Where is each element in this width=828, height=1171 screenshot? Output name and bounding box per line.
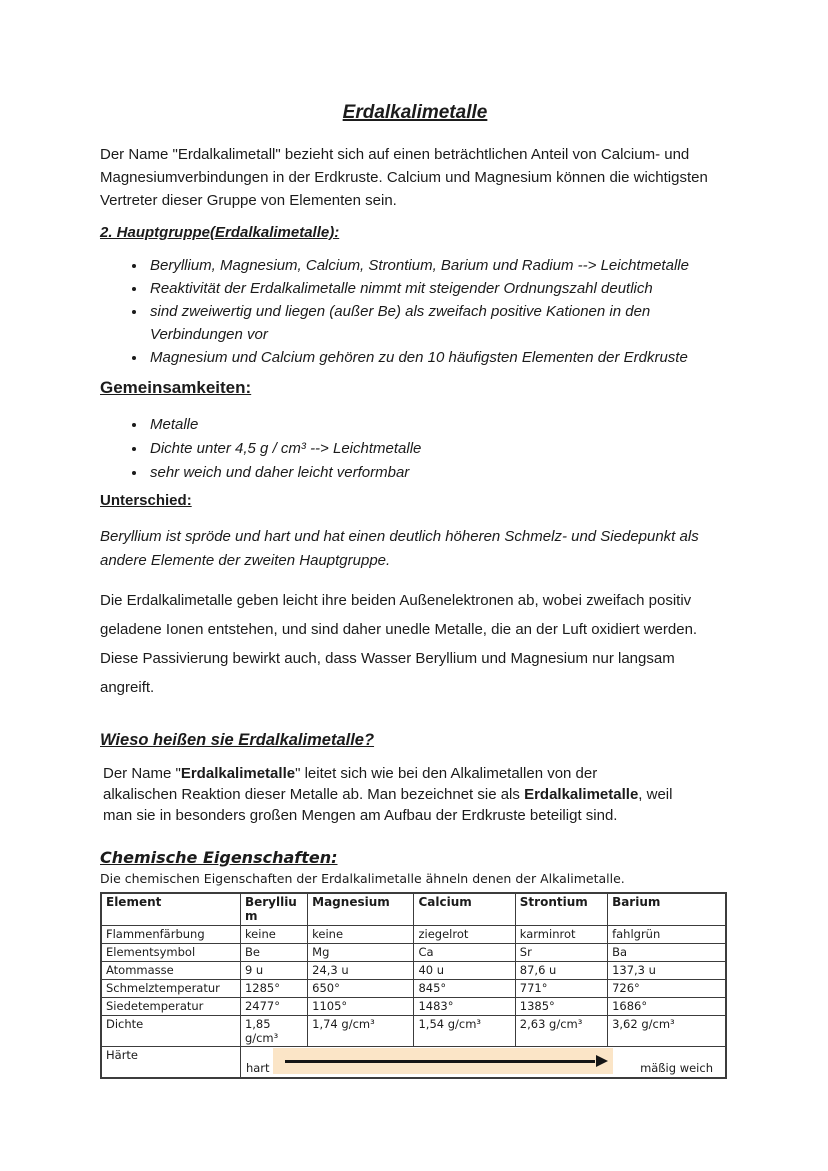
table-cell: 2477° <box>240 997 307 1015</box>
table-cell: 1105° <box>308 997 414 1015</box>
wieso-bold-term: Erdalkalimetalle <box>180 765 296 782</box>
table-cell: karminrot <box>515 925 607 943</box>
list-item: • sehr weich und daher leicht verformbar <box>147 461 707 485</box>
table-cell: 1483° <box>414 997 515 1015</box>
hardness-arrowhead-icon <box>596 1055 608 1067</box>
row-label: Elementsymbol <box>101 943 240 961</box>
wieso-paragraph <box>100 763 675 826</box>
table-cell: 845° <box>414 979 515 997</box>
table-note: Die chemischen Eigenschaften der Erdalkalimetalle ähneln denen der Alkalimetalle. <box>100 871 625 886</box>
wieso-text-start: Der Name " <box>103 765 181 782</box>
table-cell: 1385° <box>515 997 607 1015</box>
table-cell: ziegelrot <box>414 925 515 943</box>
list-item: • Reaktivität der Erdalkalimetalle nimmt mit steigender Ordnungszahl deutlich <box>147 277 707 300</box>
table-cell: 40 u <box>414 961 515 979</box>
table-row <box>101 979 726 997</box>
table-cell: 9 u <box>240 961 307 979</box>
intro-paragraph: Der Name "Erdalkalimetall" bezieht sich auf einen beträchtlichen Anteil von Calcium- und Magnesiumverbindungen in der Erdkruste. Calcium und Magnesium können die wichtigsten Vertreter dieser Gruppe von Elementen sein. <box>100 146 708 209</box>
table-row <box>101 943 726 961</box>
table-cell: 1,54 g/cm³ <box>414 1015 515 1046</box>
list-item: • Beryllium, Magnesium, Calcium, Strontium, Barium und Radium --> Leichtmetalle <box>147 254 707 277</box>
table-cell: 1,85 g/cm³ <box>240 1015 307 1046</box>
row-label: Flammenfärbung <box>101 925 240 943</box>
column-header-beryllium: Beryllium <box>240 893 307 925</box>
table-cell: Ba <box>608 943 726 961</box>
heading-gemeinsamkeiten: Gemeinsamkeiten: <box>100 378 252 397</box>
hardness-highlight-band <box>273 1048 613 1074</box>
table-cell: keine <box>240 925 307 943</box>
row-label: Siedetemperatur <box>101 997 240 1015</box>
table-cell: 1686° <box>608 997 726 1015</box>
hardness-scale-cell <box>240 1046 726 1078</box>
row-label: Schmelztemperatur <box>101 979 240 997</box>
table-cell: 137,3 u <box>608 961 726 979</box>
table-cell: 726° <box>608 979 726 997</box>
column-header-element: Element <box>101 893 240 925</box>
row-label: Dichte <box>101 1015 240 1046</box>
table-row <box>101 925 726 943</box>
gemeinsamkeiten-bullet-list <box>100 413 707 485</box>
hardness-arrow-icon <box>285 1060 595 1063</box>
hardness-right-label: mäßig weich <box>640 1061 713 1075</box>
table-cell: 2,63 g/cm³ <box>515 1015 607 1046</box>
table-row-haerte <box>101 1046 726 1078</box>
column-header-magnesium: Magnesium <box>308 893 414 925</box>
table-cell: Ca <box>414 943 515 961</box>
hardness-left-label: hart <box>245 1061 270 1075</box>
unterschied-paragraph: Die Erdalkalimetalle geben leicht ihre beiden Außenelektronen ab, wobei zweifach positiv geladene Ionen entstehen, und sind daher unedle Metalle, die an der Luft oxidiert werden. Diese Passivierung bewirkt auch, dass Wasser Beryllium und Magnesium nur langsam angreift. <box>100 592 698 696</box>
heading-chemische-eigenschaften: Chemische Eigenschaften: <box>100 848 338 867</box>
column-header-strontium: Strontium <box>515 893 607 925</box>
table-row <box>101 961 726 979</box>
table-cell: Sr <box>515 943 607 961</box>
table-cell: Be <box>240 943 307 961</box>
table-cell: 3,62 g/cm³ <box>608 1015 726 1046</box>
table-row <box>101 997 726 1015</box>
wieso-bold-term: Erdalkalimetalle <box>524 786 639 803</box>
unterschied-italic-paragraph: Beryllium ist spröde und hart und hat einen deutlich höheren Schmelz- und Siedepunkt als andere Elemente der zweiten Hauptgruppe. <box>100 528 699 569</box>
page-title: Erdalkalimetalle <box>342 102 488 123</box>
table-cell: 24,3 u <box>308 961 414 979</box>
heading-hauptgruppe: 2. Hauptgruppe(Erdalkalimetalle): <box>100 224 340 241</box>
table-cell: 650° <box>308 979 414 997</box>
table-cell: 771° <box>515 979 607 997</box>
list-item: • sind zweiwertig und liegen (außer Be) als zweifach positive Kationen in den Verbindungen vor <box>147 300 707 346</box>
table-cell: 1,74 g/cm³ <box>308 1015 414 1046</box>
table-header-row <box>101 893 726 925</box>
heading-unterschied: Unterschied: <box>100 492 192 509</box>
column-header-barium: Barium <box>608 893 726 925</box>
row-label: Härte <box>101 1046 240 1078</box>
list-item: • Metalle <box>147 413 707 437</box>
table-cell: fahlgrün <box>608 925 726 943</box>
row-label: Atommasse <box>101 961 240 979</box>
table-row <box>101 1015 726 1046</box>
heading-wieso: Wieso heißen sie Erdalkalimetalle? <box>100 731 375 749</box>
properties-table <box>100 892 727 1079</box>
hauptgruppe-bullet-list <box>100 254 707 369</box>
column-header-calcium: Calcium <box>414 893 515 925</box>
wieso-text-end: , weil man sie in besonders großen Mengen am Aufbau der Erdkruste beteiligt sind. <box>103 786 673 824</box>
table-cell: 87,6 u <box>515 961 607 979</box>
list-item: • Magnesium und Calcium gehören zu den 10 häufigsten Elementen der Erdkruste <box>147 346 707 369</box>
table-cell: keine <box>308 925 414 943</box>
wieso-text-middle: " leitet sich wie bei den Alkalimetallen von der alkalischen Reaktion dieser Metalle ab. Man bezeichnet sie als <box>103 765 598 803</box>
table-cell: 1285° <box>240 979 307 997</box>
table-cell: Mg <box>308 943 414 961</box>
list-item: • Dichte unter 4,5 g / cm³ --> Leichtmetalle <box>147 437 707 461</box>
document-content <box>100 101 730 1079</box>
